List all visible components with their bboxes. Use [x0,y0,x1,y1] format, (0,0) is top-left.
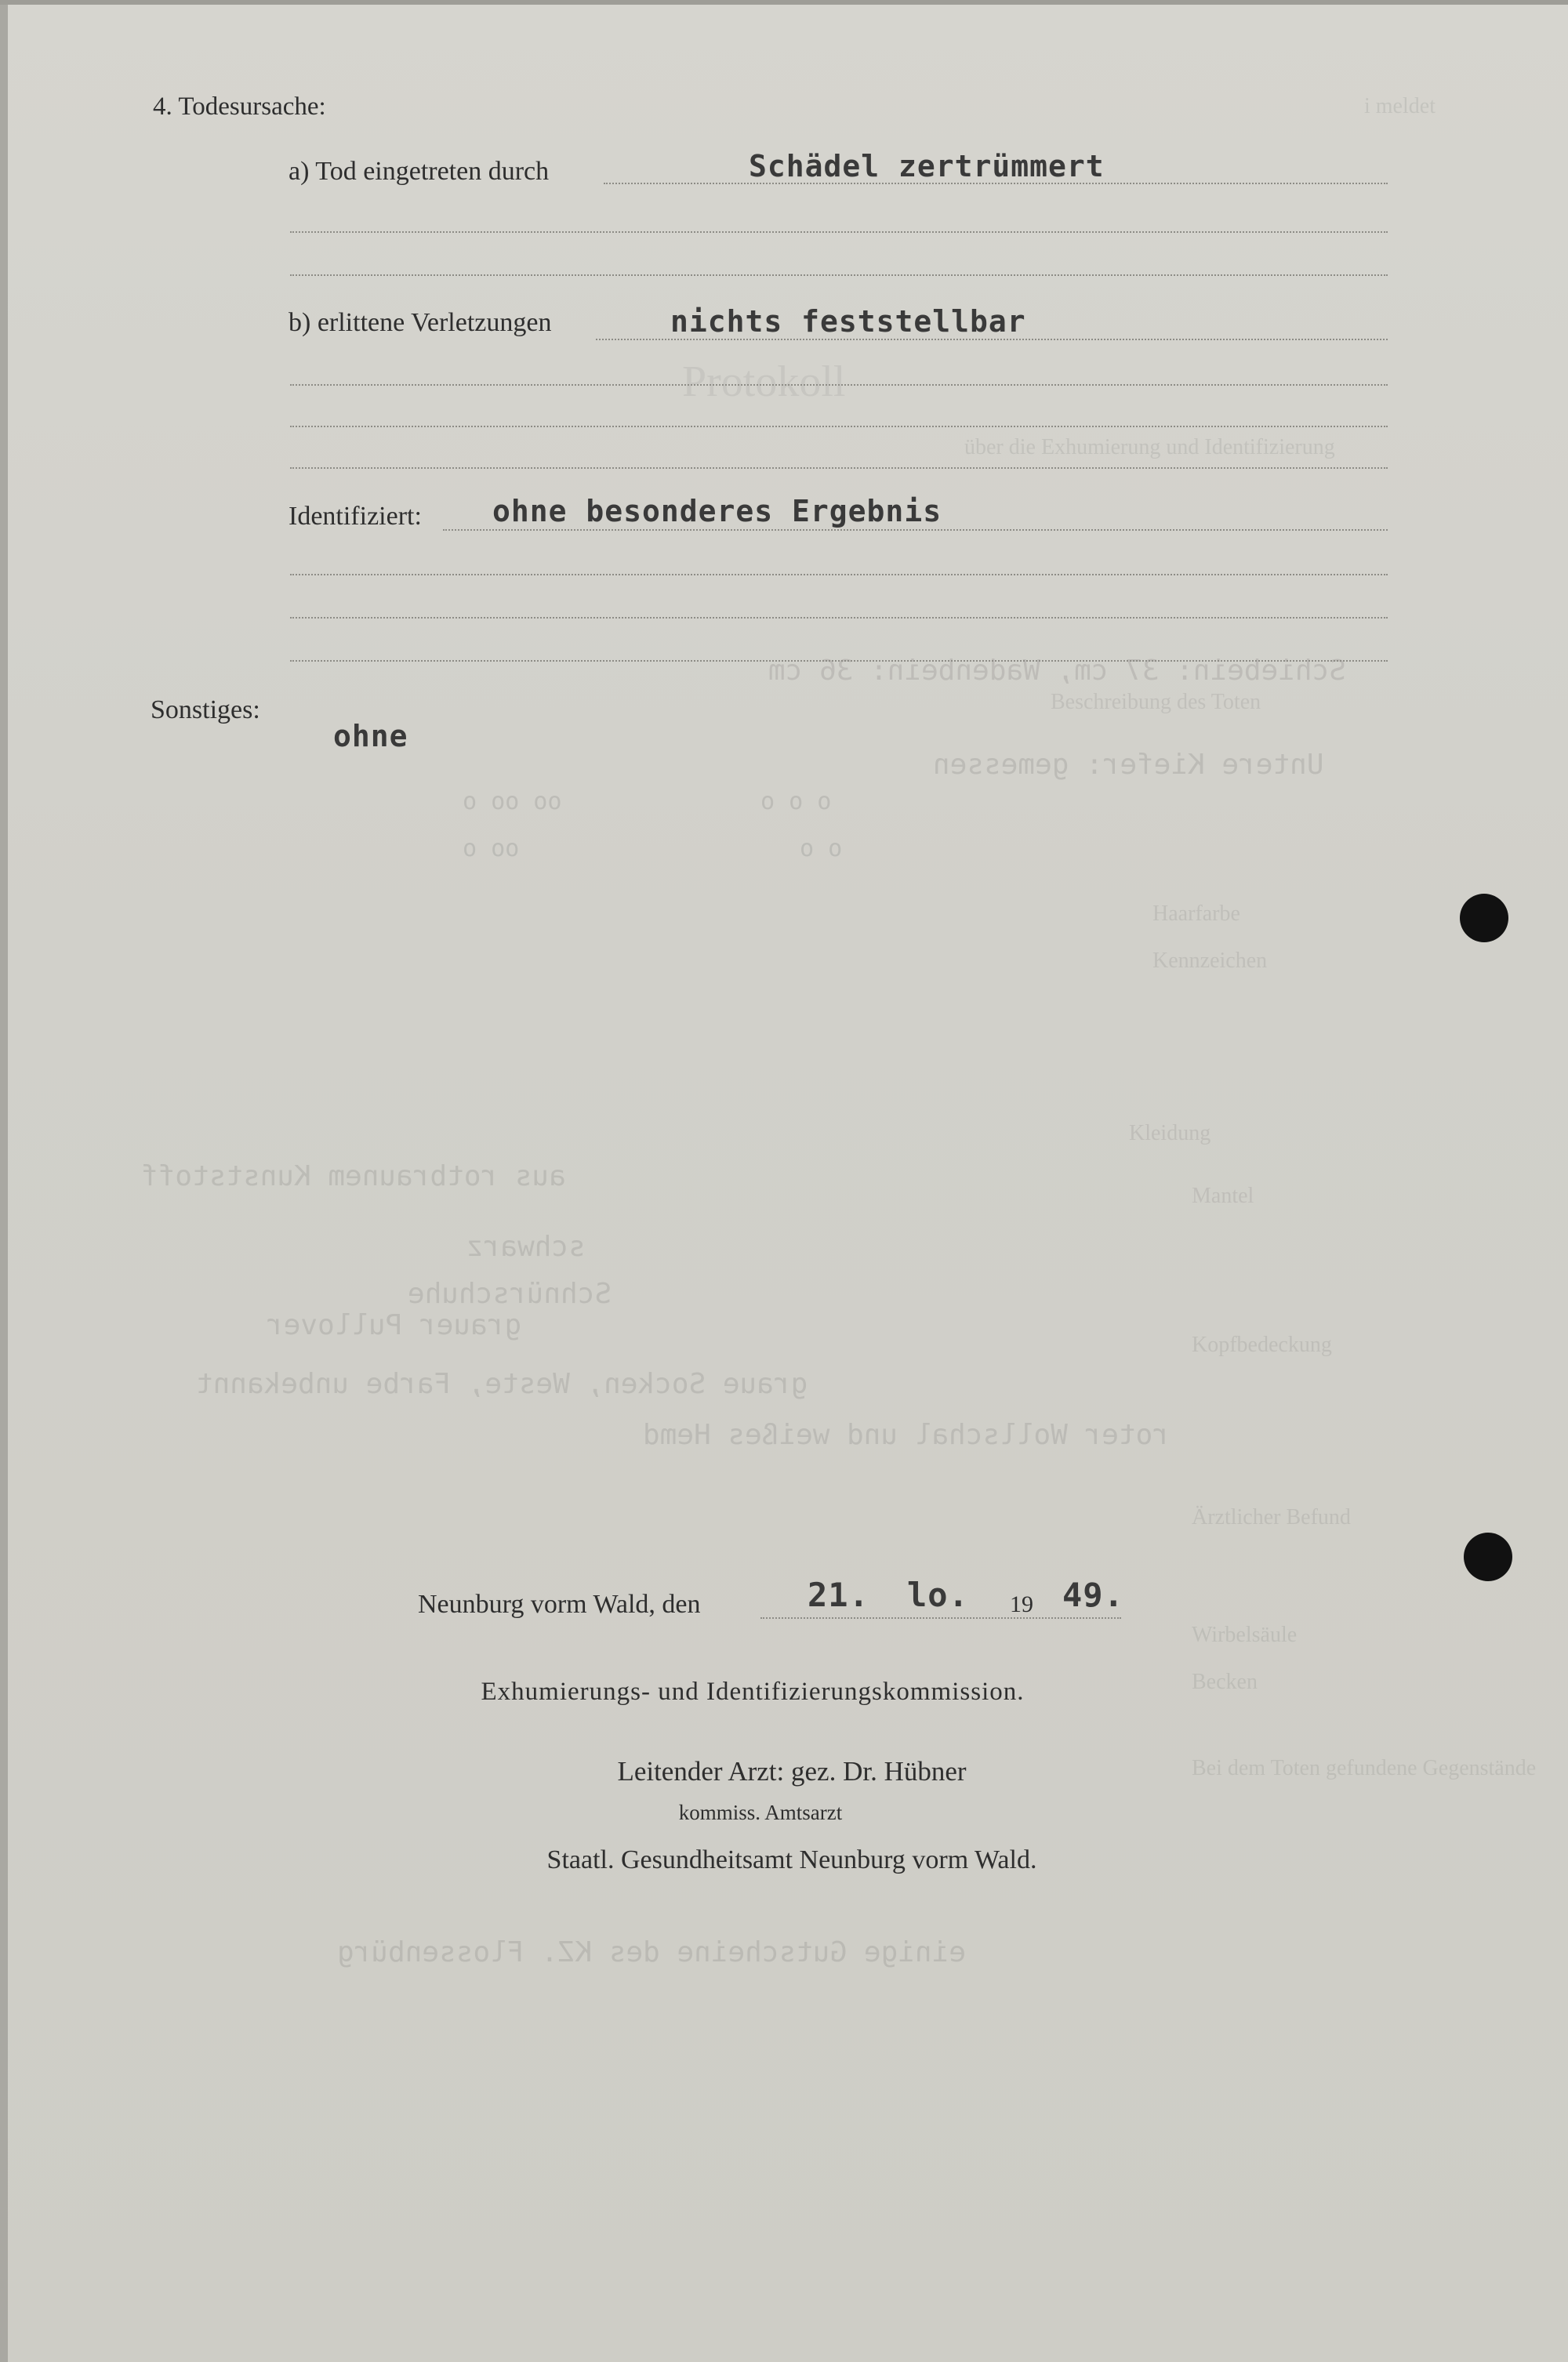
cause-a-dotted-line-3 [290,274,1388,276]
cause-a-dotted-line-2 [290,231,1388,233]
date-month: lo. [907,1576,969,1614]
cause-b-label: b) erlittene Verletzungen [289,308,552,337]
punch-hole-upper [1460,894,1508,942]
cause-b-dotted-line [596,339,1388,340]
cause-b-dotted-line-4 [290,467,1388,469]
cause-a-value: Schädel zertrümmert [749,149,1105,183]
cause-b-dotted-line-2 [290,384,1388,386]
date-dotted-line [760,1617,1121,1619]
date-day: 21. [808,1576,869,1614]
page-edge-top [0,0,1568,5]
commission-name: Exhumierungs- und Identifizierungskommission. [481,1678,1025,1706]
doctor-title: kommiss. Amtsarzt [678,1801,843,1824]
identified-dotted-line-2 [290,574,1388,575]
punch-hole-lower [1464,1533,1512,1581]
doctor-line: Leitender Arzt: gez. Dr. Hübner [617,1756,967,1787]
identified-dotted-line [443,529,1388,531]
date-year: 49. [1062,1576,1124,1614]
document-page: i meldet Protokoll über die Exhumierung und Identifizierung Schiebein: 37 cm, Wadenbein: 36 cm Beschreibung des Toten Untere Kiefer: gemessen oo oo o o o o oo o o o Haarfarbe Kennzeichen Kleidung aus rotbraunem Kunststoff Mantel schwarz Schnürschuhe grauer Pullover Kopfbedeckung graue Socken, Weste, Farbe unbekannt roter Wollschal und weißes Hemd Ärztlicher Befund Wirbelsäule Becken Bei dem Toten gefundene Gegenstände einige Gutscheine des KZ. Flossenbürg 4. Todesursache: a) Tod eingetreten durch Schädel zertrümmert b) erlittene Verletzungen nichts feststellbar Identifiziert: ohne besonderes Ergebnis Sonstiges: ohne Neunburg vorm Wald, den 21. lo. 19 49. Exhumierungs- und Identifizierungskommission. Leitender Arzt: gez. Dr. Hübner kommiss. Amtsarzt Staatl. Gesundheitsamt Neunburg vorm Wald. [0,0,1568,2362]
identified-dotted-line-4 [290,660,1388,662]
page-edge-left [0,0,8,2362]
identified-label: Identifiziert: [289,502,422,531]
cause-b-value: nichts feststellbar [670,304,1026,339]
cause-b-dotted-line-3 [290,426,1388,427]
health-office: Staatl. Gesundheitsamt Neunburg vorm Wald. [546,1845,1037,1874]
cause-a-label: a) Tod eingetreten durch [289,157,550,186]
section-heading: 4. Todesursache: [153,93,326,121]
other-label: Sonstiges: [151,695,260,724]
date-century: 19 [1010,1591,1033,1617]
place-date-prefix: Neunburg vorm Wald, den [418,1590,701,1619]
identified-value: ohne besonderes Ergebnis [492,494,942,528]
identified-dotted-line-3 [290,617,1388,619]
other-value: ohne [333,719,408,753]
